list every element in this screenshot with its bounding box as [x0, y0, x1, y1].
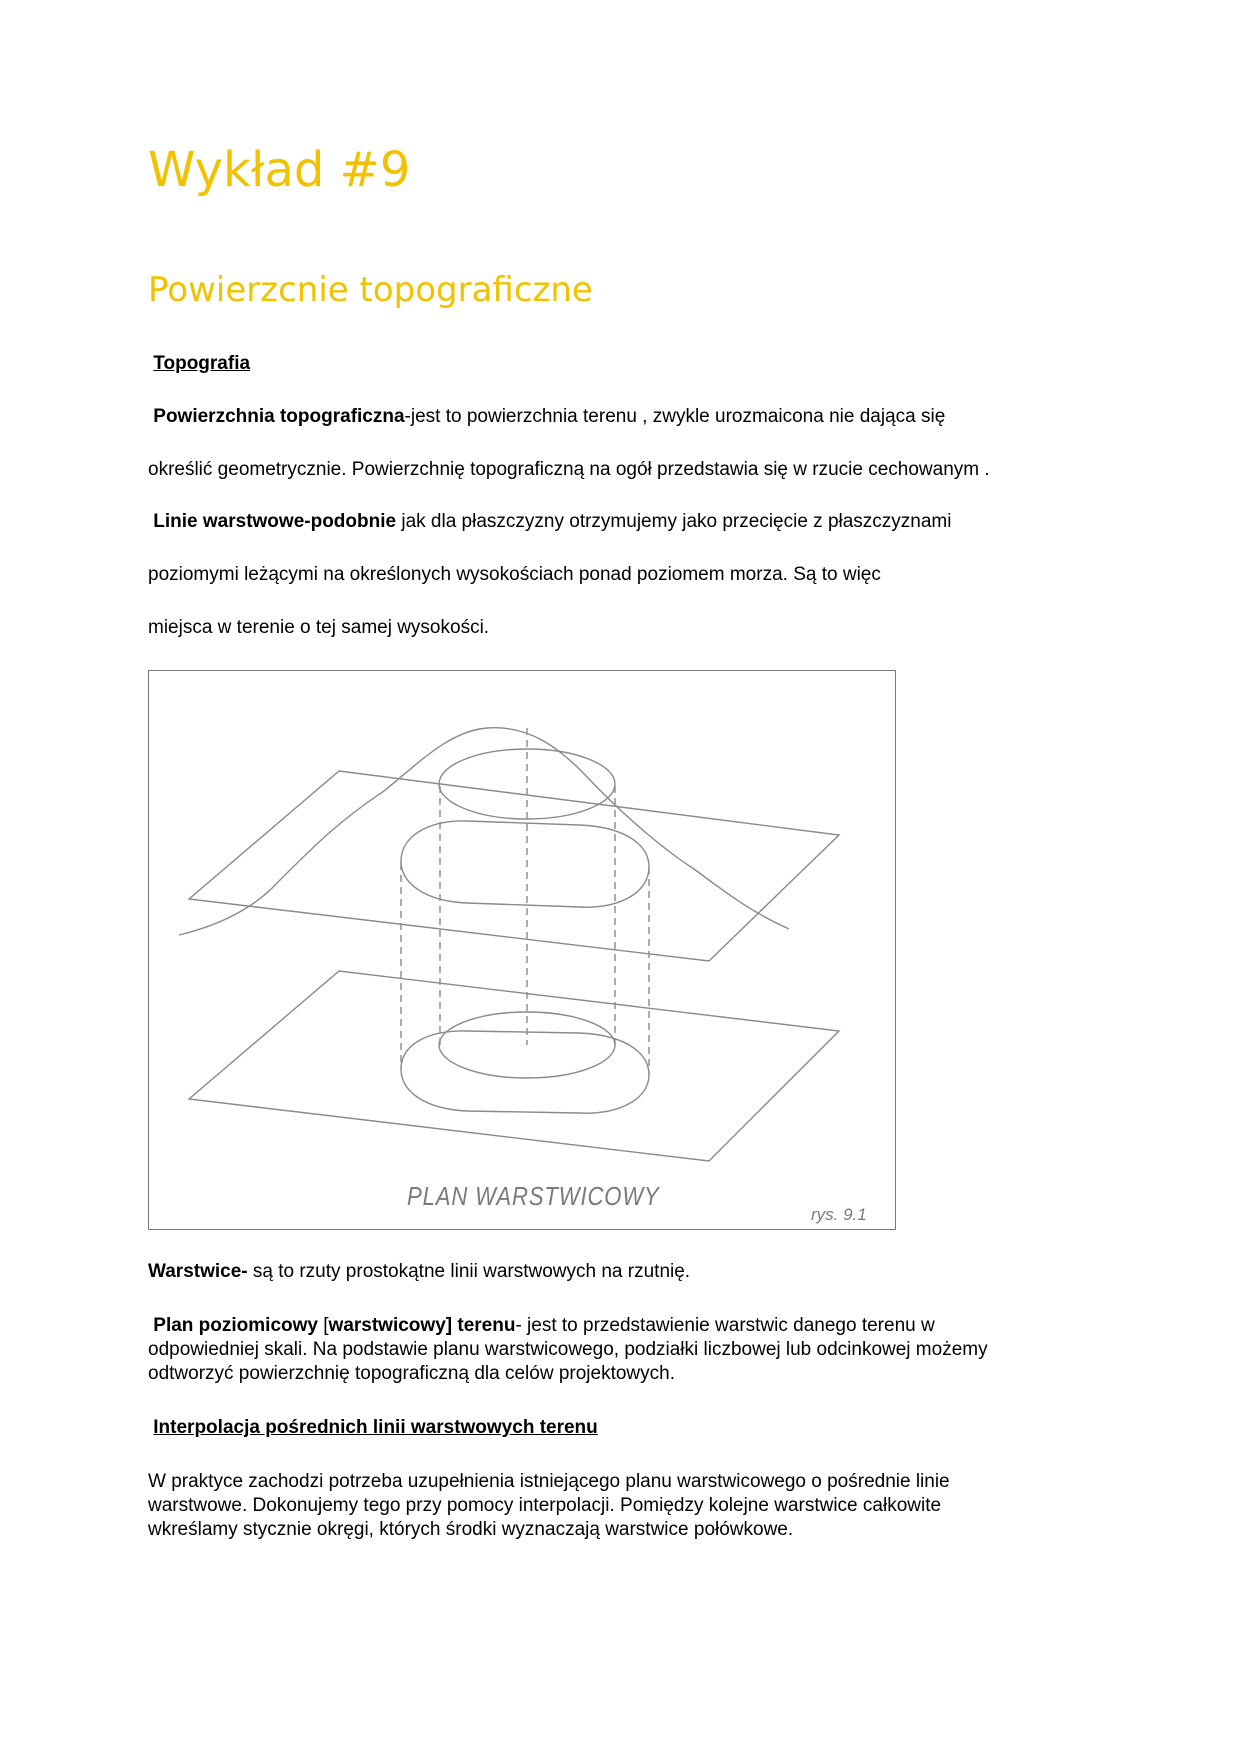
figure-reference: rys. 9.1: [811, 1205, 867, 1224]
section-heading-text: Interpolacja pośrednich linii warstwowych terenu: [153, 1417, 598, 1438]
contour-plan-illustration: [149, 671, 897, 1231]
page-subtitle: Powierzcnie topograficzne: [148, 270, 593, 310]
term-warstwicowy-terenu: warstwicowy] terenu: [328, 1315, 516, 1336]
page-title: Wykład #9: [148, 142, 411, 198]
figure-plan-warstwicowy: [148, 670, 896, 1230]
paragraph-2-line-1: [148, 510, 952, 534]
projection-lines: [401, 728, 649, 1075]
section-heading-text: Topografia: [153, 353, 251, 374]
contour-large-upper: [401, 821, 649, 907]
paragraph-5-line-2: warstwowe. Dokonujemy tego przy pomocy interpolacji. Pomiędzy kolejne warstwice całkowite: [148, 1495, 942, 1516]
section-heading-topografia: [148, 352, 250, 376]
paragraph-4-line-3: odtworzyć powierzchnię topograficzną dla celów projektowych.: [148, 1363, 675, 1384]
paragraph-2-line-3: miejsca w terenie o tej samej wysokości.: [148, 617, 490, 638]
paragraph-4-line-2: odpowiedniej skali. Na podstawie planu warstwicowego, podziałki liczbowej lub odcinkowej możemy: [148, 1339, 988, 1360]
upper-plane: [189, 771, 839, 961]
paragraph-5-line-3: wkreślamy stycznie okręgi, których środki wyznaczają warstwice połówkowe.: [148, 1519, 794, 1540]
lower-plane: [189, 971, 839, 1161]
paragraph-text: [: [317, 1315, 329, 1336]
term-warstwice: Warstwice-: [148, 1261, 248, 1282]
paragraph-3: [148, 1260, 690, 1284]
paragraph-text: są to rzuty prostokątne linii warstwowych na rzutnię.: [247, 1261, 691, 1282]
figure-caption: PLAN WARSTWICOWY: [407, 1181, 660, 1211]
contour-large-lower: [401, 1031, 649, 1113]
paragraph-2-line-2: poziomymi leżącymi na określonych wysokościach ponad poziomem morza. Są to więc: [148, 564, 881, 585]
section-heading-interpolacja: [148, 1416, 598, 1440]
paragraph-text: - jest to przedstawienie warstwic danego terenu w: [515, 1315, 935, 1336]
paragraph-1-line-1: [148, 405, 945, 429]
paragraph-text: jak dla płaszczyzny otrzymujemy jako przecięcie z płaszczyznami: [396, 511, 952, 532]
paragraph-1-line-2: określić geometrycznie. Powierzchnię topograficzną na ogół przedstawia się w rzucie cechowanym .: [148, 459, 990, 480]
contour-top-upper: [439, 749, 615, 819]
paragraph-5-line-1: W praktyce zachodzi potrzeba uzupełnienia istniejącego planu warstwicowego o pośrednie linie: [148, 1471, 950, 1492]
paragraph-4-line-1: [148, 1314, 935, 1338]
term-linie-warstwowe: Linie warstwowe-podobnie: [153, 511, 397, 532]
term-powierzchnia: Powierzchnia topograficzna: [153, 406, 405, 427]
paragraph-text: -jest to powierzchnia terenu , zwykle urozmaicona nie dająca się: [404, 406, 946, 427]
term-plan-poziomicowy: Plan poziomicowy: [153, 1315, 318, 1336]
